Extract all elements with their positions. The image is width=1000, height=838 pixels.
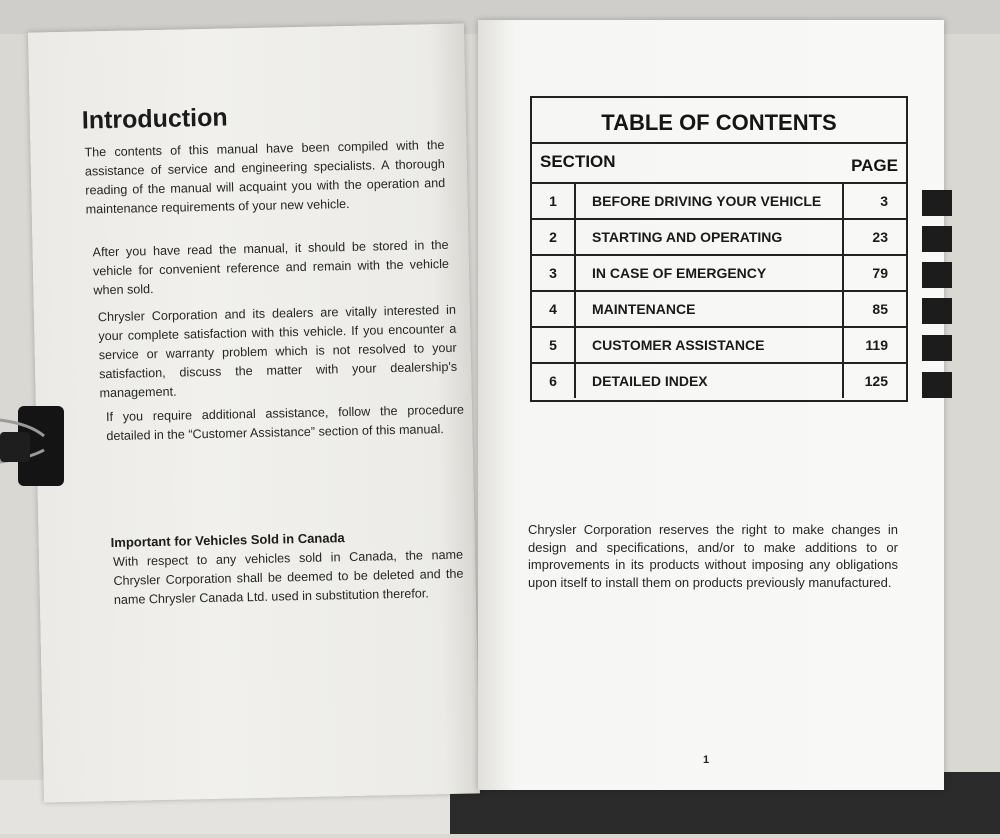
- reservation-notice: Chrysler Corporation reserves the right to make changes in design and specifications, and/or to make additions to or improvements in its products without imposing any obligations upon itself to install them on products previously manufactured.: [528, 522, 898, 590]
- toc-row-page: 85: [842, 292, 906, 326]
- section-tab-marker-1: [922, 190, 952, 216]
- toc-row-number: 1: [532, 184, 576, 218]
- toc-row: [532, 326, 906, 362]
- toc-row: [532, 290, 906, 326]
- toc-page-header: PAGE: [851, 156, 898, 175]
- binder-clip-icon: [0, 402, 72, 490]
- toc-row-page: 119: [842, 328, 906, 362]
- canada-paragraph: With respect to any vehicles sold in Canada, the name Chrysler Corporation shall be deemed to be deleted and the name Chrysler Canada Ltd. used in substitution therefor.: [112, 547, 464, 607]
- intro-paragraph-1: The contents of this manual have been compiled with the assistance of service and engineering specialists. A thorough reading of the manual will acquaint you with the operation and maintenance requirements of your new vehicle.: [84, 137, 446, 217]
- section-tab-marker-3: [922, 262, 952, 288]
- left-page-content: [27, 0, 480, 838]
- intro-title: Introduction: [81, 103, 228, 135]
- toc-row-number: 2: [532, 220, 576, 254]
- toc-row: [532, 218, 906, 254]
- section-tab-marker-2: [922, 226, 952, 252]
- canada-heading: Important for Vehicles Sold in Canada: [110, 530, 345, 551]
- table-of-contents: [530, 96, 908, 402]
- toc-row-page: 3: [842, 184, 906, 218]
- section-tab-marker-5: [922, 335, 952, 361]
- toc-row: [532, 254, 906, 290]
- toc-row-number: 5: [532, 328, 576, 362]
- toc-row-number: 4: [532, 292, 576, 326]
- toc-row-page: 125: [842, 364, 906, 398]
- toc-row-title: CUSTOMER ASSISTANCE: [592, 337, 765, 353]
- toc-row-number: 3: [532, 256, 576, 290]
- toc-row: [532, 182, 906, 218]
- toc-row-page: 79: [842, 256, 906, 290]
- intro-paragraph-2: After you have read the manual, it should be stored in the vehicle for convenient reference and remain with the vehicle when sold.: [92, 237, 450, 298]
- toc-row-title: STARTING AND OPERATING: [592, 229, 783, 245]
- intro-paragraph-3: Chrysler Corporation and its dealers are vitally interested in your complete satisfaction with this vehicle. If you encounter a service or warranty problem which is not resolved to your satisfaction, discuss the matter with your dealership's management.: [97, 302, 458, 401]
- toc-section-header: SECTION: [540, 152, 616, 171]
- toc-row-title: MAINTENANCE: [592, 301, 696, 317]
- section-tab-marker-4: [922, 298, 952, 324]
- toc-row-title: BEFORE DRIVING YOUR VEHICLE: [592, 193, 822, 209]
- intro-paragraph-4: If you require additional assistance, follow the procedure detailed in the “Customer Assistance” section of this manual.: [105, 402, 465, 444]
- section-tab-marker-6: [922, 372, 952, 398]
- toc-row-title: DETAILED INDEX: [592, 373, 708, 389]
- toc-row: [532, 362, 906, 398]
- toc-row-number: 6: [532, 364, 576, 398]
- toc-row-title: IN CASE OF EMERGENCY: [592, 265, 767, 281]
- toc-row-page: 23: [842, 220, 906, 254]
- toc-title: TABLE OF CONTENTS: [532, 98, 906, 144]
- page-number: 1: [703, 754, 710, 766]
